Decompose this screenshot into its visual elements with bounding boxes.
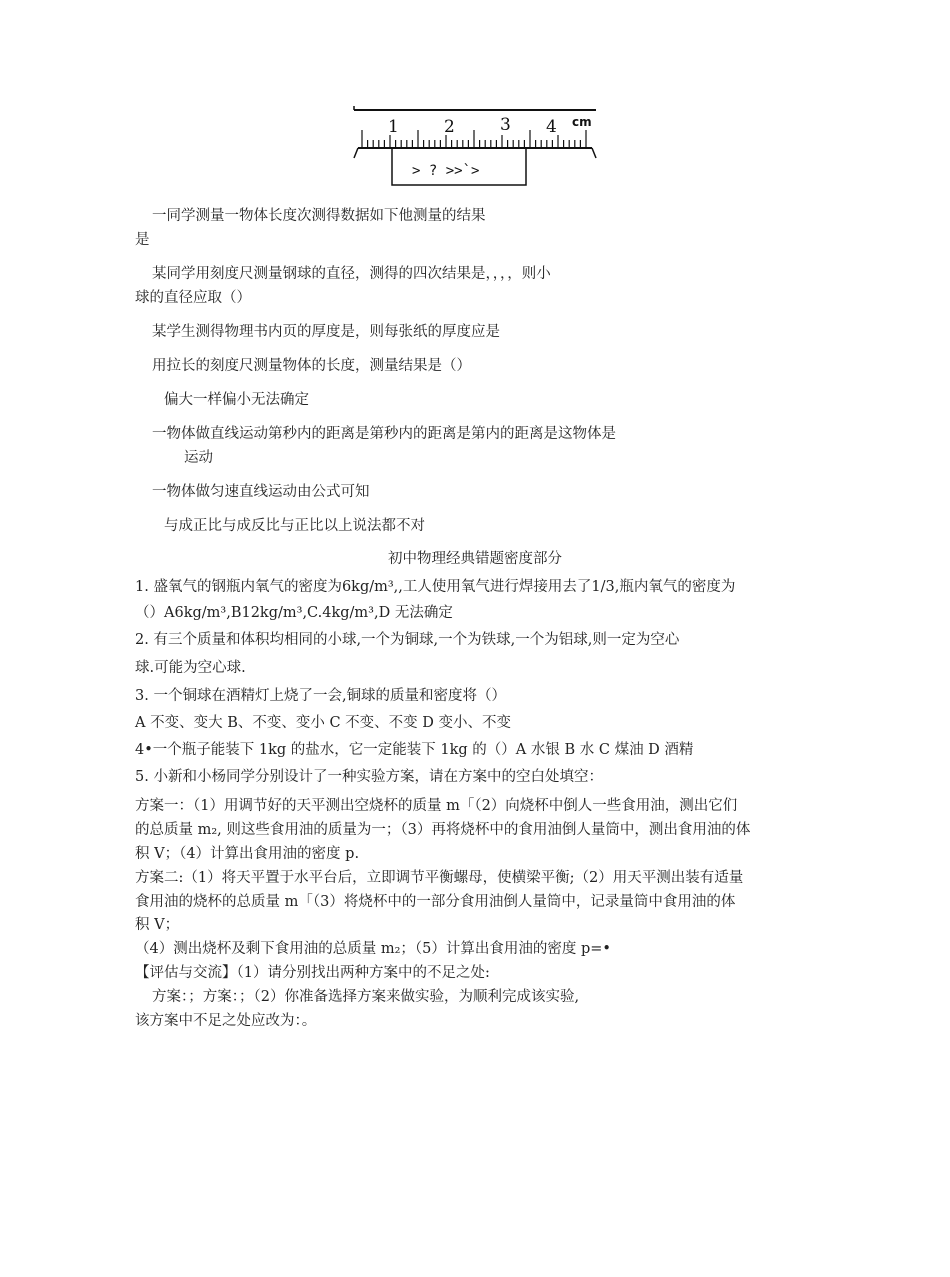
- intro-line-5: 某学生测得物理书内页的厚度是，则每张纸的厚度应是: [152, 324, 500, 340]
- intro-line-8: 一物体做直线运动第秒内的距离是第秒内的距离是第内的距离是这物体是: [152, 426, 616, 442]
- ruler-unit: cm: [572, 115, 592, 129]
- q5-line-1: 5. 小新和小杨同学分别设计了一种实验方案，请在方案中的空白处填空：: [135, 769, 603, 785]
- ruler-number-1: 1: [388, 117, 399, 137]
- plan2-line-3: 积 V；: [135, 917, 180, 933]
- q4-line: 4•一个瓶子能装下 1kg 的盐水，它一定能装下 1kg 的（）A 水银 B 水 C 煤油 D 酒精: [135, 742, 694, 758]
- plan2-line-2: 食用油的烧杯的总质量 m「（3）将烧杯中的一部分食用油倒人量筒中，记录量筒中食用油的体: [135, 894, 736, 910]
- section-title: 初中物理经典错题密度部分: [388, 551, 562, 567]
- ruler-number-4: 4: [546, 117, 557, 137]
- q1-line-2: （）A6kg/m³,B12kg/m³,C.4kg/m³,D 无法确定: [135, 605, 453, 621]
- evaluation-line-2: 方案：；方案：；（2）你准备选择方案来做实验，为顺利完成该实验,: [152, 989, 580, 1005]
- ruler-image: [352, 100, 598, 188]
- q2-line-2: 球.可能为空心球.: [135, 660, 246, 676]
- intro-line-1: 一同学测量一物体长度次测得数据如下他测量的结果: [152, 208, 486, 224]
- q3-line-1: 3. 一个铜球在酒精灯上烧了一会,铜球的质量和密度将（）: [135, 688, 507, 704]
- ruler-number-2: 2: [444, 117, 455, 137]
- plan1-line-1: 方案一：（1）用调节好的天平测出空烧杯的质量 m「（2）向烧杯中倒人一些食用油，测出它们: [135, 798, 738, 814]
- intro-line-9: 运动: [184, 450, 213, 466]
- intro-line-6: 用拉长的刻度尺测量物体的长度，测量结果是（）: [152, 358, 471, 374]
- evaluation-line-3: 该方案中不足之处应改为：。: [135, 1013, 317, 1029]
- ruler-number-3: 3: [500, 115, 511, 135]
- plan2-line-1: 方案二:（1）将天平置于水平台后，立即调节平衡螺母，使横梁平衡;（2）用天平测出装有适量: [135, 870, 744, 886]
- intro-line-3: 某同学用刻度尺测量钢球的直径，测得的四次结果是，，，，则小: [152, 266, 551, 282]
- q3-line-2: A 不变、变大 B、不变、变小 C 不变、不变 D 变小、不变: [135, 715, 511, 731]
- q1-line-1: 1. 盛氧气的钢瓶内氧气的密度为6kg/m³,,工人使用氧气进行焊接用去了1/3,瓶内氧气的密度为: [135, 579, 736, 595]
- intro-line-4: 球的直径应取（）: [135, 290, 251, 306]
- evaluation-line-1: 【评估与交流】（1）请分别找出两种方案中的不足之处:: [135, 965, 490, 981]
- plan1-line-3: 积 V；（4）计算出食用油的密度 p.: [135, 846, 360, 862]
- plan2-line-4: （4）测出烧杯及剩下食用油的总质量 m₂；（5）计算出食用油的密度 p=•: [135, 941, 611, 957]
- intro-line-11: 与成正比与成反比与正比以上说法都不对: [164, 518, 425, 534]
- q2-line-1: 2. 有三个质量和体积均相同的小球,一个为铜球,一个为铁球,一个为铝球,则一定为空心: [135, 632, 680, 648]
- intro-line-2: 是: [135, 232, 150, 248]
- intro-line-7: 偏大一样偏小无法确定: [164, 392, 309, 408]
- object-scribble: > ? >>`>: [412, 163, 480, 179]
- plan1-line-2: 的总质量 m₂, 则这些食用油的质量为一；（3）再将烧杯中的食用油倒人量筒中，测出食用油的体: [135, 822, 751, 838]
- intro-line-10: 一物体做匀速直线运动由公式可知: [152, 484, 370, 500]
